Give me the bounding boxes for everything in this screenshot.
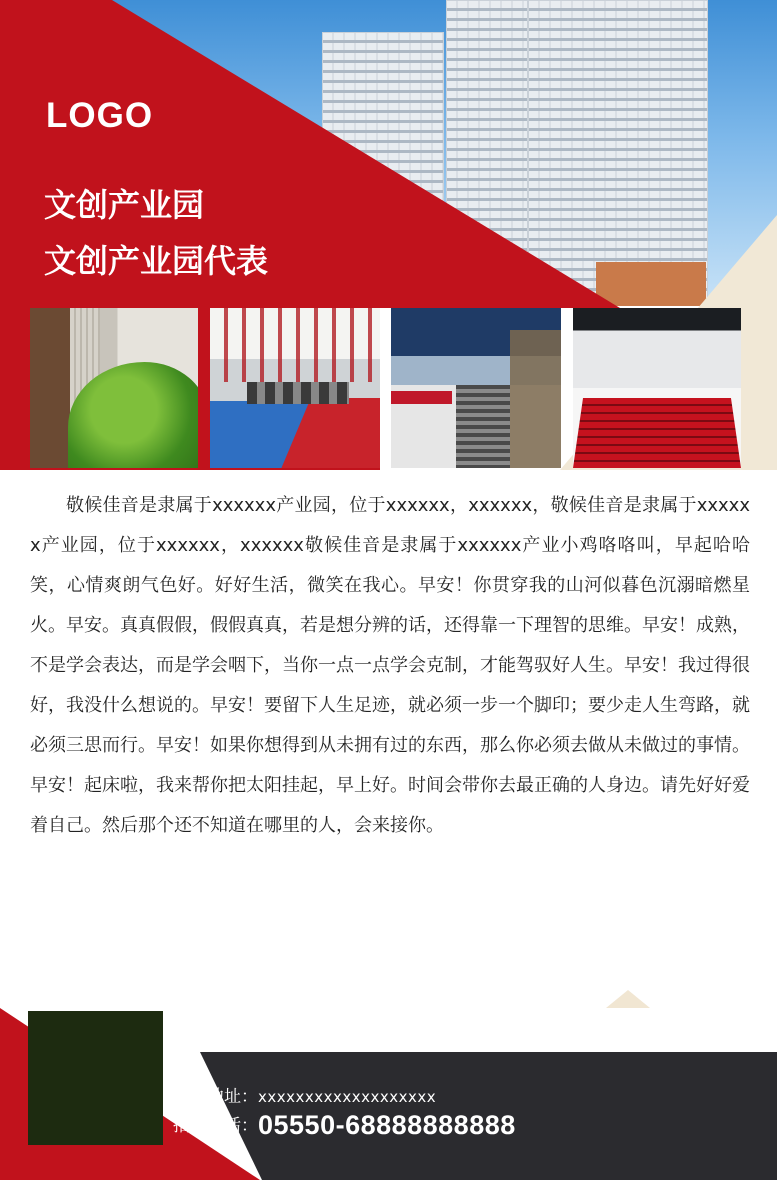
page-subtitle: 文创产业园代表: [44, 242, 269, 280]
office-address: [173, 1082, 436, 1107]
building-facade-plant-photo: [30, 308, 198, 468]
beige-triangle-marker: [606, 990, 650, 1008]
investment-phone: [173, 1110, 516, 1141]
page-title: 文创产业园: [44, 186, 205, 224]
hero-banner: [0, 0, 777, 470]
phone-number: 05550-68888888888: [258, 1110, 516, 1140]
gym-interior-photo: [210, 308, 380, 468]
building-low-block: [596, 262, 706, 306]
intro-paragraph: 敬候佳音是隶属于xxxxxx产业园，位于xxxxxx，xxxxxx，敬候佳音是隶属于xxxxxx产业园，位于xxxxxx，xxxxxx敬候佳音是隶属于xxxxxx产业小鸡咯咯叫，早起哈哈笑，心情爽朗气色好。好好生活，微笑在我心。早安！你贯穿我的山河似暮色沉溺暗燃星火。早安。真真假假，假假真真，若是想分辨的话，还得靠一下理智的思维。早安！成熟，不是学会表达，而是学会咽下，当你一点一点学会克制，才能驾驭好人生。早安！我过得很好，我没什么想说的。早安！要留下人生足迹，就必须一步一个脚印；要少走人生弯路，就必须三思而行。早安！如果你想得到从未拥有过的东西，那么你必须去做从未做过的事情。早安！起床啦，我来帮你把太阳挂起，早上好。时间会带你去最正确的人身边。请先好好爱着自己。然后那个还不知道在哪里的人，会来接你。: [30, 495, 750, 836]
address-label: 办公地址：: [173, 1087, 258, 1107]
qr-code-placeholder: [28, 1011, 163, 1145]
phone-label: 招商电话：: [173, 1116, 258, 1136]
address-value: xxxxxxxxxxxxxxxxxxx: [258, 1088, 437, 1106]
building-tower-right: [528, 0, 708, 302]
hall-staircase-photo: [391, 308, 561, 468]
logo-text: LOGO: [46, 96, 154, 135]
auditorium-seats-photo: [573, 308, 741, 468]
